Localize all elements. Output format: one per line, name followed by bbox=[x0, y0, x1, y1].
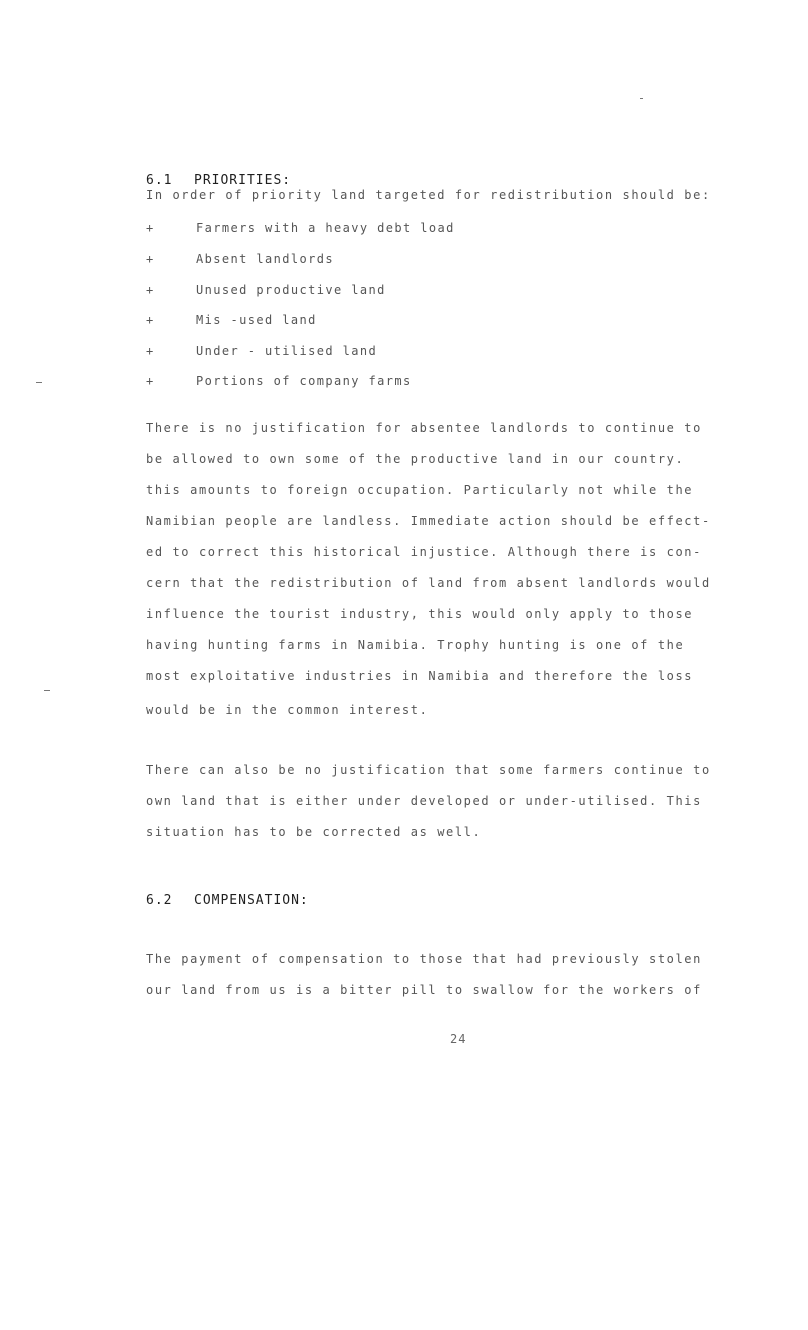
section-title: PRIORITIES: bbox=[194, 173, 292, 188]
bullet-marker: + bbox=[146, 374, 155, 388]
list-item bbox=[146, 374, 412, 388]
list-item-text: Under - utilised land bbox=[196, 344, 378, 358]
list-item bbox=[146, 313, 317, 327]
paragraph-line: own land that is either under developed or under-utilised. This bbox=[146, 794, 702, 808]
paragraph-line: ed to correct this historical injustice. Although there is con- bbox=[146, 545, 702, 559]
list-item-text: Mis -used land bbox=[196, 313, 317, 327]
page-number: 24 bbox=[450, 1032, 467, 1046]
list-item-text: Portions of company farms bbox=[196, 374, 412, 388]
list-item bbox=[146, 252, 334, 266]
scan-margin-mark bbox=[44, 690, 50, 691]
section-heading-priorities bbox=[146, 173, 291, 188]
list-item-text: Farmers with a heavy debt load bbox=[196, 221, 455, 235]
scan-margin-mark bbox=[36, 382, 42, 383]
paragraph-line: The payment of compensation to those that had previously stolen bbox=[146, 952, 702, 966]
paragraph-line: this amounts to foreign occupation. Particularly not while the bbox=[146, 483, 694, 497]
list-item-text: Unused productive land bbox=[196, 283, 386, 297]
bullet-marker: + bbox=[146, 283, 155, 297]
section-title: COMPENSATION: bbox=[194, 893, 309, 908]
scan-margin-mark bbox=[640, 98, 643, 99]
paragraph-line: There is no justification for absentee landlords to continue to bbox=[146, 421, 702, 435]
paragraph-line: cern that the redistribution of land from absent landlords would bbox=[146, 576, 711, 590]
paragraph-line: having hunting farms in Namibia. Trophy hunting is one of the bbox=[146, 638, 685, 652]
section-number: 6.1 bbox=[146, 173, 173, 188]
paragraph-line: most exploitative industries in Namibia and therefore the loss bbox=[146, 669, 694, 683]
paragraph-line: would be in the common interest. bbox=[146, 703, 429, 717]
paragraph-line: situation has to be corrected as well. bbox=[146, 825, 482, 839]
list-item bbox=[146, 283, 386, 297]
list-item bbox=[146, 221, 455, 235]
bullet-marker: + bbox=[146, 344, 155, 358]
paragraph-line: There can also be no justification that some farmers continue to bbox=[146, 763, 711, 777]
list-item bbox=[146, 344, 377, 358]
priorities-intro: In order of priority land targeted for redistribution should be: bbox=[146, 188, 711, 202]
paragraph-line: influence the tourist industry, this would only apply to those bbox=[146, 607, 694, 621]
bullet-marker: + bbox=[146, 252, 155, 266]
bullet-marker: + bbox=[146, 313, 155, 327]
section-number: 6.2 bbox=[146, 893, 173, 908]
paragraph-line: Namibian people are landless. Immediate action should be effect- bbox=[146, 514, 711, 528]
bullet-marker: + bbox=[146, 221, 155, 235]
paragraph-line: be allowed to own some of the productive land in our country. bbox=[146, 452, 685, 466]
list-item-text: Absent landlords bbox=[196, 252, 334, 266]
section-heading-compensation bbox=[146, 893, 309, 908]
paragraph-line: our land from us is a bitter pill to swallow for the workers of bbox=[146, 983, 702, 997]
